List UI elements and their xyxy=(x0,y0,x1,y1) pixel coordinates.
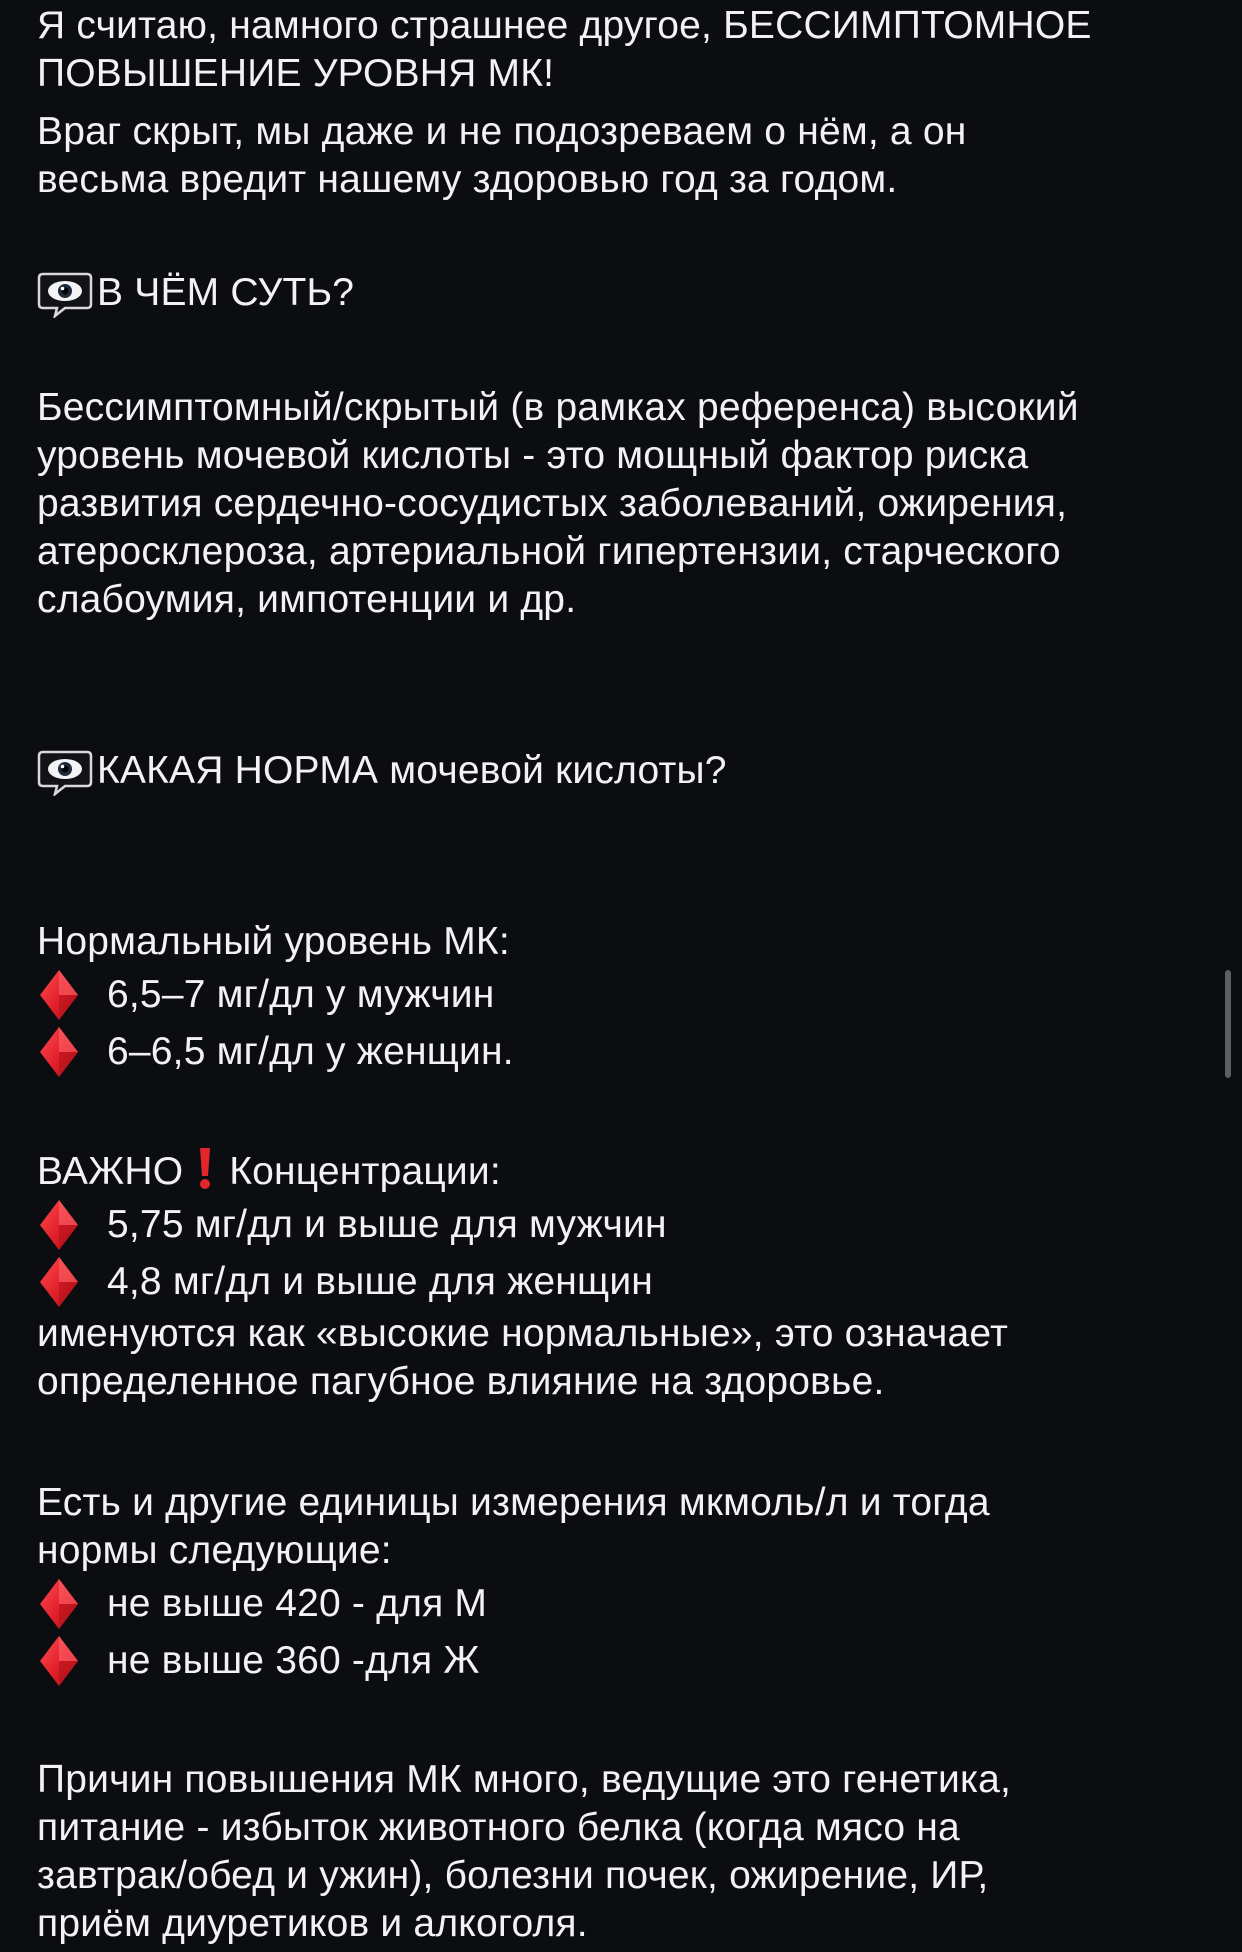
red-diamond-icon xyxy=(37,1255,81,1309)
text-line: определенное пагубное влияние на здоровье. xyxy=(37,1360,885,1403)
text-line: уровень мочевой кислоты - это мощный фактор риска xyxy=(37,434,1029,477)
text-line: Бессимптомный/скрытый (в рамках референса) высокий xyxy=(37,386,1079,429)
normal-level-block xyxy=(37,918,514,1080)
units-block xyxy=(37,1479,990,1689)
eye-in-speech-bubble-icon xyxy=(37,746,93,796)
list-item-text: 6,5–7 мг/дл у мужчин xyxy=(107,972,495,1016)
list-item xyxy=(37,1023,514,1080)
text-line: именуются как «высокие нормальные», это означает xyxy=(37,1312,1009,1355)
red-diamond-icon xyxy=(37,1198,81,1252)
heading-essence-text: В ЧЁМ СУТЬ? xyxy=(97,271,355,314)
intro-paragraph xyxy=(37,2,1092,98)
list-item-text: 6–6,5 мг/дл у женщин. xyxy=(107,1029,514,1073)
text-line: Причин повышения МК много, ведущие это генетика, xyxy=(37,1758,1012,1801)
text-line: питание - избыток животного белка (когда мясо на xyxy=(37,1806,960,1849)
enemy-paragraph xyxy=(37,108,967,204)
list-item-text: 4,8 мг/дл и выше для женщин xyxy=(107,1259,654,1303)
causes-paragraph xyxy=(37,1756,1011,1948)
list-item-text: 5,75 мг/дл и выше для мужчин xyxy=(107,1202,667,1246)
text-line: Я считаю, намного страшнее другое, БЕССИМПТОМНОЕ xyxy=(37,4,1092,47)
important-title xyxy=(37,1146,1008,1196)
red-diamond-icon xyxy=(37,1025,81,1079)
text-line: развития сердечно-сосудистых заболеваний, ожирения, xyxy=(37,482,1068,525)
text-line: завтрак/обед и ужин), болезни почек, ожирение, ИР, xyxy=(37,1854,989,1897)
text-line: нормы следующие: xyxy=(37,1529,392,1572)
heading-norm xyxy=(37,746,727,796)
list-item-text: не выше 420 - для М xyxy=(107,1581,488,1625)
text-line: весьма вредит нашему здоровью год за годом. xyxy=(37,158,898,201)
text-line: атеросклероза, артериальной гипертензии, старческого xyxy=(37,530,1061,573)
red-diamond-icon xyxy=(37,968,81,1022)
text-line: слабоумия, импотенции и др. xyxy=(37,578,577,621)
list-item xyxy=(37,1575,990,1632)
essence-paragraph xyxy=(37,384,1079,624)
concentrations-label: Концентрации: xyxy=(229,1150,501,1193)
list-item xyxy=(37,1253,1008,1310)
text-line: Есть и другие единицы измерения мкмоль/л и тогда xyxy=(37,1481,990,1524)
red-diamond-icon xyxy=(37,1634,81,1688)
important-block xyxy=(37,1146,1008,1406)
red-diamond-icon xyxy=(37,1577,81,1631)
eye-in-speech-bubble-icon xyxy=(37,268,93,318)
red-exclamation-icon xyxy=(195,1146,215,1190)
heading-essence xyxy=(37,268,354,318)
scrollbar-thumb[interactable] xyxy=(1225,970,1231,1078)
list-item xyxy=(37,1632,990,1689)
normal-level-title: Нормальный уровень МК: xyxy=(37,920,510,963)
list-item xyxy=(37,966,514,1023)
text-line: приём диуретиков и алкоголя. xyxy=(37,1902,588,1945)
heading-norm-text: КАКАЯ НОРМА мочевой кислоты? xyxy=(97,749,727,792)
list-item xyxy=(37,1196,1008,1253)
list-item-text: не выше 360 -для Ж xyxy=(107,1638,480,1682)
text-line: Враг скрыт, мы даже и не подозреваем о нём, а он xyxy=(37,110,967,153)
text-line: ПОВЫШЕНИЕ УРОВНЯ МК! xyxy=(37,52,555,95)
important-label: ВАЖНО xyxy=(37,1150,184,1193)
